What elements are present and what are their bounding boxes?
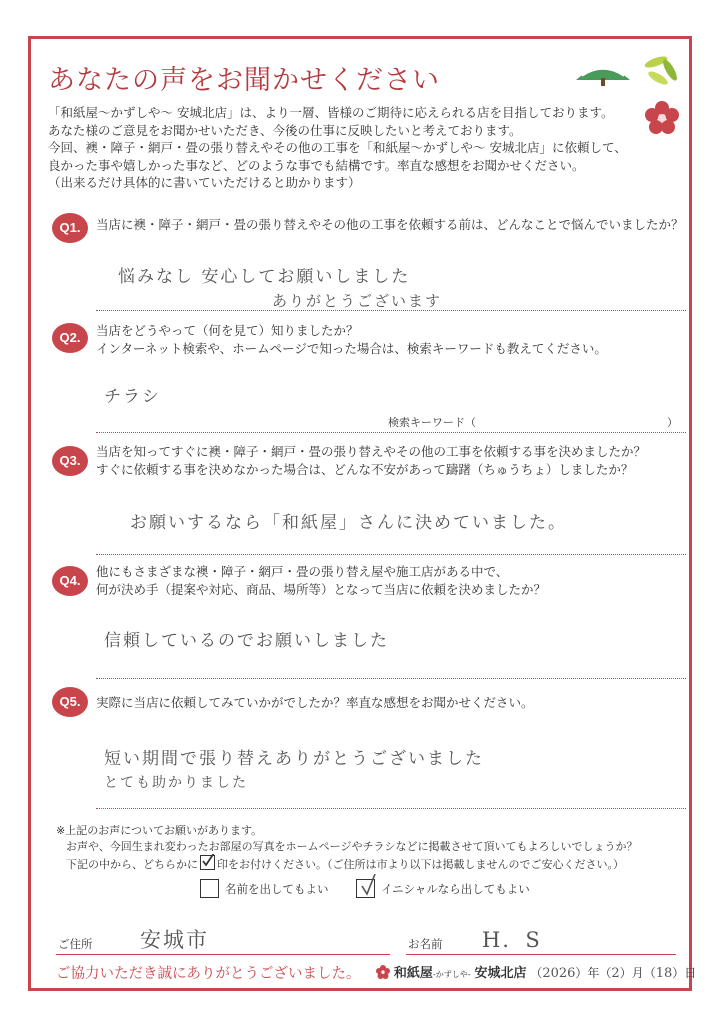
address-value: 安城市: [140, 928, 209, 952]
question-line: 当店をどうやって（何を見て）知りましたか？: [96, 323, 359, 338]
divider: [96, 554, 686, 555]
question-badge-q2: Q2.: [52, 323, 88, 353]
address-underline: [56, 954, 390, 955]
question-badge-q5: Q5.: [52, 687, 88, 717]
consent-notes: [56, 823, 637, 873]
question-text-q2: [96, 322, 607, 357]
plum-blossom-icon: [644, 100, 680, 136]
question-line: 実際に当店に依頼してみていかがでしたか？率直な感想をお聞かせください。: [96, 695, 534, 710]
divider: [96, 432, 686, 433]
question-line: 当店を知ってすぐに襖・障子・網戸・畳の張り替えやその他の工事を依頼する事を決めましたか？: [96, 444, 647, 459]
date-day: 18: [655, 966, 673, 981]
question-line: 当店に襖・障子・網戸・畳の張り替えやその他の工事を依頼する前は、どんなことで悩んでいましたか？: [96, 217, 684, 232]
intro-text: [48, 104, 648, 192]
question-text-q4: [96, 563, 546, 598]
question-line: インターネット検索や、ホームページで知った場合は、検索キーワードも教えてください。: [96, 340, 607, 356]
answer-q3: お願いするなら「和紙屋」さんに決めていました。: [130, 513, 567, 533]
answer-q1-line1: 悩みなし 安心してお願いしました: [118, 267, 411, 287]
option-label: 名前を出してもよい: [225, 882, 329, 896]
intro-line: （出来るだけ具体的に書いていただけると助かります）: [48, 175, 361, 190]
question-badge-q1: Q1.: [52, 213, 88, 243]
shop-info: [376, 962, 696, 981]
search-keyword-field: [388, 414, 678, 430]
option-name-ok[interactable]: [200, 879, 329, 898]
question-badge-q4: Q4.: [52, 566, 88, 596]
date-month: 2: [611, 966, 620, 981]
question-text-q3: [96, 443, 646, 478]
name-ok-checkbox[interactable]: [200, 879, 219, 898]
bamboo-leaf-icon: [640, 50, 684, 94]
pine-icon: [572, 54, 634, 88]
page-title: あなたの声をお聞かせください: [48, 65, 440, 96]
search-keyword-close: ）: [667, 416, 678, 429]
option-label: イニシャルなら出してもよい: [381, 882, 530, 896]
question-line: 何が決め手（提案や対応、商品、場所等）となって当店に依頼を決めましたか？: [96, 581, 547, 597]
name-underline: [406, 954, 676, 955]
question-badge-q3: Q3.: [52, 446, 88, 476]
note-line: お声や、今回生まれ変わったお部屋の写真をホームページやチラシなどに掲載させて頂いてもよろしいでしょうか？: [66, 840, 638, 853]
date-open: （: [530, 966, 543, 980]
note-line: [56, 855, 637, 873]
date-day-unit: ）日: [672, 966, 697, 980]
divider: [96, 808, 686, 809]
option-initial-ok[interactable]: [356, 879, 530, 898]
answer-q1-line2: ありがとうございます: [272, 292, 443, 310]
intro-line: 良かった事や嬉しかった事など、どのような事でも結構です。率直な感想をお聞かせください。: [48, 157, 585, 173]
note-text: 下記の中から、どちらかに: [66, 858, 198, 871]
brand-logo-icon: [376, 966, 390, 980]
search-keyword-label: 検索キーワード（: [388, 416, 476, 429]
answer-q5-line1: 短い期間で張り替えありがとうございました: [104, 749, 484, 769]
question-line: 他にもさまざまな襖・障子・網戸・畳の張り替え屋や施工店がある中で、: [96, 564, 509, 579]
brand-name: 和紙屋: [393, 966, 433, 981]
question-text-q1: [96, 216, 684, 234]
intro-line: 今回、襖・障子・網戸・畳の張り替えやその他の工事を「和紙屋〜かずしや〜 安城北店」に依頼して、: [48, 140, 627, 155]
answer-q2: チラシ: [104, 387, 161, 407]
initial-ok-checkbox[interactable]: [356, 879, 375, 898]
note-line: ※上記のお声についてお願いがあります。: [56, 824, 263, 837]
thanks-message: ご協力いただき誠にありがとうございました。: [56, 966, 361, 982]
note-text: 印をお付けください。（ご住所は市より以下は掲載しませんのでご安心ください。）: [217, 858, 624, 871]
date-year: 2026: [542, 966, 576, 981]
answer-q5-line2: とても助かりました: [104, 775, 248, 791]
divider: [96, 310, 686, 311]
date-year-unit: ）年（: [575, 966, 612, 980]
answer-q4: 信頼しているのでお願いしました: [104, 631, 389, 651]
name-value: H．S: [482, 928, 542, 952]
address-label: ご住所: [58, 937, 93, 951]
divider: [96, 678, 686, 679]
date-month-unit: ）月（: [619, 966, 656, 980]
checkmark-icon: [200, 855, 215, 870]
brand-sub: -かずしや-: [432, 970, 471, 979]
intro-line: 「和紙屋〜かずしや〜 安城北店」は、より一層、皆様のご期待に応えられる店を目指しております。: [48, 105, 614, 120]
question-text-q5: [96, 694, 534, 712]
question-line: すぐに依頼する事を決めなかった場合は、どんな不安があって躊躇（ちゅうちょ）しましたか？: [96, 461, 634, 477]
branch-name: 安城北店: [474, 966, 527, 981]
name-label: お名前: [408, 937, 443, 951]
intro-line: あなた様のご意見をお聞かせいただき、今後の仕事に反映したいと考えております。: [48, 122, 522, 138]
